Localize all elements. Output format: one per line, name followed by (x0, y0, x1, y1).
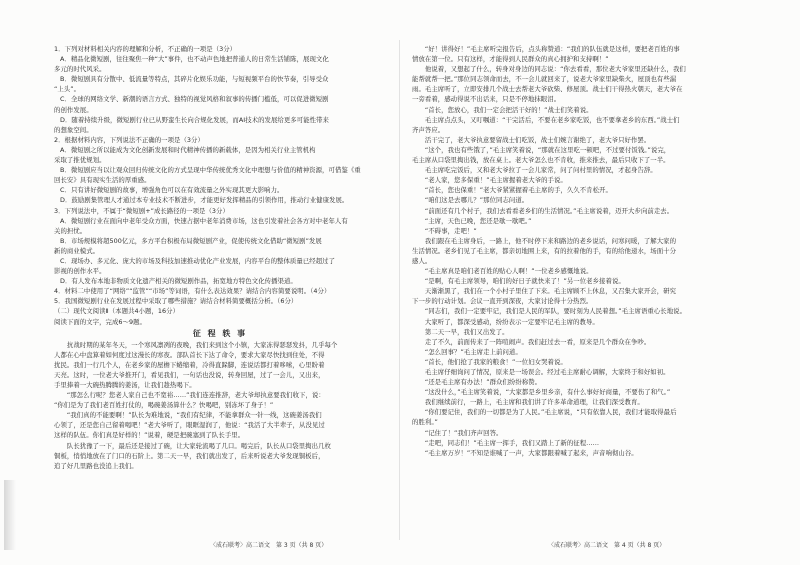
left-column-line: “你们是为了我们老百姓打仗的，喝碗姜汤算什么？快喝吧，别冻坏了身子！” (54, 401, 274, 410)
left-column-line: 2．根据材料内容，下列说法不正确的一项是（3分） (54, 135, 204, 144)
left-column-line: 心领了，还是您自己留着喝吧！”老大爷听了，眼眶湿润了，他说：“我活了大半辈子，从没见过 (54, 421, 325, 430)
right-column-line: “毛主席真是咱们老百姓的贴心人啊！”一位老乡感慨地说。 (412, 267, 593, 276)
left-column-line: C．只有讲好微短剧的故事，增强角色可以在有效流量之外实现其更大影响力。 (60, 186, 284, 195)
right-column-line: 毛主席吃完饭后，又和老大爷拉了一会儿家常，问了问村里的情况，才起身告辞。 (412, 166, 657, 175)
left-column-line: 队长犹豫了一下，最后还是接过了碗，让大家轮流喝了几口。喝完后，队长从口袋里掏出几枚 (54, 441, 331, 450)
left-column-line: D．鼓励剧集管理人才通过本专业技术不断进步，才能更好发挥精品的引领作用，推动行业健康发展。 (60, 196, 349, 205)
right-column-line: 能帮就帮一把。”那位同志领命而去，不一会儿就回来了，说老大爷家里缺柴火，屋顶也有些漏 (412, 75, 677, 84)
left-column-line: A．精品化微短剧，往往聚焦一种“大”事件，也不动声色地把普通人的日常生活铺陈，展现文化 (60, 55, 329, 64)
right-column-line: 雨。毛主席听了，立即安排几个战士去帮老大爷砍柴、修屋顶。战士们干得热火朝天，老大爷在 (412, 85, 683, 94)
left-column-line: C．现场办、多元化、庞大的市场及科技加速推动优化产业发展，内容平台的整体质量已经超过了 (60, 256, 336, 265)
right-column-line: “首长，您放心，我们一定会把活干好的！”战士们笑着说。 (412, 105, 593, 114)
left-column-line: 影视的创作水平。 (54, 267, 106, 276)
right-column-line: “前面还有几个村子，我们去看看老乡们的生活情况。”毛主席说着，迈开大步向前走去。 (412, 206, 674, 215)
right-column-line: 齐声答应。 (412, 125, 445, 134)
right-column-line: “首长，他们抢了我家的粮食！”一位妇女哭着说。 (412, 357, 567, 366)
right-column-line: “不碍事，走吧！” (412, 226, 477, 235)
column-divider (399, 40, 400, 540)
right-column-line: “走吧，同志们！”毛主席一挥手，我们又踏上了新的征程…… (412, 438, 600, 447)
right-column-line: “这个，我也有些饿了，”毛主席笑着说，“那就在这里吃一顿吧，不过要付饭钱。”说完， (412, 145, 671, 154)
left-column-line: 3．下列说法中，不属于“微短剧+”成长路径的一项是（3分） (54, 206, 229, 215)
right-column-line: 毛主席点点头，又叮嘱道：“干完活后，不要在老乡家吃饭，也不要拿老乡的东西。”战士们 (412, 115, 680, 124)
right-column-line: 毛主席从口袋里掏出钱，放在桌上。老大爷怎么也不肯收，推来推去，最后只收下了一半。 (412, 156, 670, 165)
left-column-line: 人都在心中盘算着如何度过这漫长的寒夜。部队首长下达了命令，要求大家尽快找到住处，不得 (54, 350, 325, 359)
left-column-line: 4．材料二中使用了“网络”“监管”“市场”等词语，有什么表达效果？请结合内容简要说明。（4分） (54, 287, 331, 296)
left-column-line: “上头”。 (54, 85, 81, 94)
left-column-line: D．随着持续升级，微短剧行业已从野蛮生长向合规化发展，而AI技术的发展给更多可能性带来 (60, 115, 329, 124)
left-column-line: （二）现代文阅读Ⅱ（本题共4小题，16分） (54, 307, 180, 316)
right-column (412, 44, 744, 544)
left-column-line: B．市场规模将超500亿元，多方平台积极布局微短剧产业，促使传统文化借助“微短剧”发展 (60, 236, 322, 245)
left-column-line: “我们真的不能要啊！”队长为难地说，“我们有纪律，不能拿群众一针一线，这碗姜汤我们 (54, 411, 322, 420)
left-column-line: B．微短剧具有分散中、低流量等特点，其碎片化娱乐功能，与短视频平台的快节奏，引导受众 (60, 75, 329, 84)
left-column (54, 44, 386, 544)
right-column-line: “咱们这是去哪儿？”那位同志问道。 (412, 196, 529, 205)
right-column-line: “还是毛主席有办法！”群众们纷纷称赞。 (412, 378, 542, 387)
left-column-line: 铜板，悄悄地放在了门口的石阶上。第二天一早，我们就出发了，后来听说老大爷发现铜板后， (54, 451, 325, 460)
left-column-line: 5．我国微短剧行业在发展过程中采取了哪些措施？请结合材料简要概括分析。（6分） (54, 297, 298, 306)
left-column-line: “那怎么行呢？您老人家自己也不宽裕……”我们连连推辞，老大爷却执意要我们收下，说： (54, 391, 325, 400)
right-column-line: “首长，您也保重！”老大爷紧紧握着毛主席的手，久久不肯松开。 (412, 186, 612, 195)
right-column-line: “这没什么，”毛主席笑着说，“大家都是乡里乡亲，有什么事好好商量，不要伤了和气。” (412, 388, 671, 397)
left-column-line: 多元的时代风采。 (54, 65, 106, 74)
left-column-line: 新的商业模式。 (54, 246, 100, 255)
left-column-line: 天亮。这时，一位老大爷推开门，看见我们，一句话也没说，转身回屋，过了一会儿，又出来， (54, 370, 325, 379)
right-column-line: “毛主席万岁！”不知是谁喊了一声，大家都跟着喊了起来，声音响彻山谷。 (412, 448, 638, 457)
left-column-line: 阅读下面的文字，完成6～9题。 (54, 317, 146, 326)
left-column-line: 回长安》具有现实生活的厚重感。 (54, 176, 151, 185)
right-column-line: “同志们，我们一定要牢记，我们是人民的军队，要时刻为人民着想。”毛主席语重心长地说。 (412, 307, 687, 316)
right-column-line: “你们要记住，我们的一切都是为了人民。”毛主席说，“只有依靠人民，我们才能取得最后 (412, 408, 677, 417)
left-column-line: C．全球的网络文学、新潮的语言方式、独特的视觉风格和叙事的传播门槛低，可以促进微短剧 (60, 95, 329, 104)
right-column-line: 一旁看着，感动得说不出话来，只是不停地抹眼泪。 (412, 95, 561, 104)
footer-right: 〈成石联考〉高二语文 第 4 页（共 8 页） (548, 542, 666, 549)
left-column-line: 关的担忧。 (54, 226, 87, 235)
left-column-line: 抗战时期的某年冬天，一个寒风凛冽的夜晚，我们来到这个小镇，大家冻得瑟瑟发抖，几乎每个 (54, 340, 338, 349)
right-column-line: 走了不久，前面传来了一阵喧闹声。我们赶过去一看，原来是几个群众在争吵。 (412, 337, 651, 346)
right-column-line: 他说着，又想起了什么，转身对身边的同志说：“你去看看，那位老大爷家里还缺什么，我们 (412, 65, 686, 74)
right-column-line: 活干完了，老大爷执意要留战士们吃饭，战士们婉言谢绝了，老大爷只好作罢。 (412, 135, 651, 144)
left-column-line: 的创作发展。 (54, 105, 93, 114)
right-column-line: 情放在第一位。只有这样，才能得到人民群众的真心拥护和支持啊！” (412, 55, 609, 64)
right-column-line: “怎么回事？”毛主席走上前问道。 (412, 347, 522, 356)
right-column-line: “记住了！”我们齐声回答。 (412, 428, 503, 437)
left-column-line: A．微短剧行业在面向中老年受众方面，快速占据中老年消费市场，这也引发着社会各方对中老年人有 (60, 216, 348, 225)
passage-title: 征 程 轶 事 (192, 327, 248, 338)
right-column-line: “老人家，您多保重！”毛主席握着老大爷的手说。 (412, 176, 567, 185)
right-column-line: 我们继续前行，一路上，毛主席和我们讲了许多革命道理，让我们深受教育。 (412, 398, 644, 407)
right-column-line: 第二天一早，我们又出发了。 (412, 327, 509, 336)
right-column-line: “主席，天色已晚，您还是歇一歇吧。” (412, 216, 532, 225)
left-column-line: 1．下列对材料相关内容的理解和分析，不正确的一项是（3分） (54, 45, 237, 53)
left-column-line: A．微短剧之所以能成为文化创新发展和时代精神传播的新载体，是因为相关行业主管机构 (60, 145, 316, 154)
left-column-line: 的想象空间。 (54, 125, 93, 134)
left-column-line: 采取了推优规划。 (54, 156, 106, 165)
right-column-line: 生活情况。老乡们见了毛主席，都亲切地围上来，有的拉着他的手，有的给他递水，场面十分 (412, 246, 677, 255)
left-column-line: 扰民。我们一行几个人，在老乡家的屋檐下蜷缩着，冷得直跺脚，连说话都打着哆嗦，心里盼着 (54, 360, 325, 369)
left-column-line: 这样的队伍。你们真是好样的！”说着，硬是把碗塞到了队长手里。 (54, 431, 245, 440)
left-column-line: 手里捧着一大碗热腾腾的姜汤，让我们趁热喝下。 (54, 381, 196, 389)
right-column-line: 的胜利。” (412, 418, 438, 427)
right-column-line: 大家听了，都深受感动，纷纷表示一定要牢记毛主席的教导。 (412, 317, 599, 326)
right-column-line: 毛主席仔细询问了情况，原来是一场误会。经过毛主席耐心调解，大家终于和好如初。 (412, 368, 670, 376)
right-column-line: 感人。 (412, 256, 432, 265)
right-column-line: 天渐渐黑了，我们在一个小村子里住了下来。毛主席顾不上休息，又召集大家开会，研究 (412, 287, 677, 296)
right-column-line: “是啊，有毛主席领导，咱们的好日子就快来了！”另一位老乡接着说。 (412, 277, 625, 286)
left-column-line: 追了好几里路也没追上我们。 (54, 461, 138, 470)
right-column-line: 下一步的行动计划。会议一直开到深夜，大家讨论得十分热烈。 (412, 297, 593, 306)
footer-left: 〈成石联考〉高二语文 第 3 页（共 8 页） (210, 542, 328, 549)
left-column-line: D．有人发布本地非物质文化遗产相关的微短剧作品，拓宽地方特色文化传播渠道。 (60, 277, 297, 286)
scan-edge-shadow (4, 480, 16, 550)
right-column-line: “好！讲得好！”毛主席听完报告后，点头称赞道：“我们的队伍就是这样，要把老百姓的事 (412, 45, 680, 53)
right-column-line: 我们跟在毛主席身后，一路上，他不时停下来和路边的老乡说话，问寒问暖，了解大家的 (412, 236, 677, 245)
left-column-line: B．微短剧应当以让观众回归传统文化的方式呈现中华传统优秀文化中理想与价值的精神资源，可借鉴《重 (60, 166, 361, 175)
